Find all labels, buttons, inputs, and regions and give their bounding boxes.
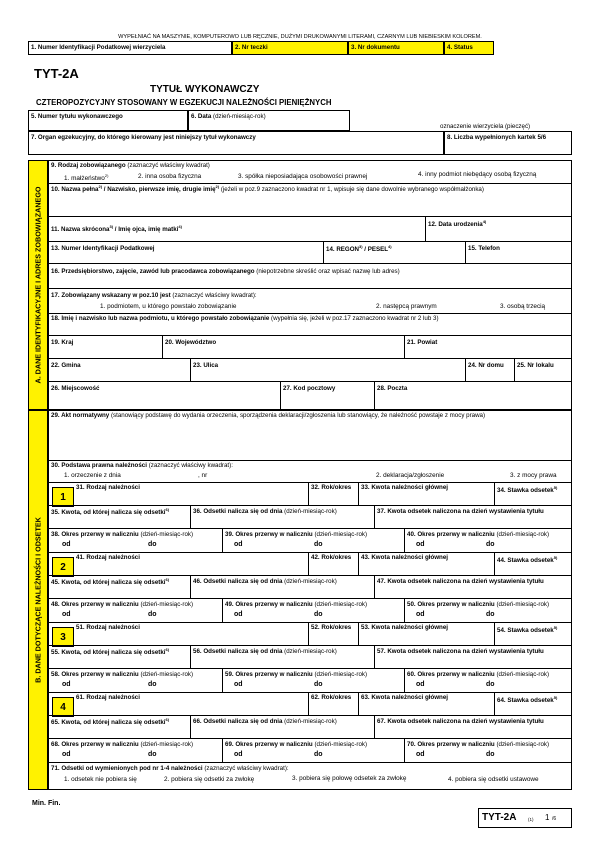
field-30-nr: , nr [198, 472, 208, 479]
field-26-label: 26. Miejscowość [51, 385, 100, 392]
field-7-enforcement-organ[interactable] [28, 131, 444, 155]
group-rok-label: 32. Rok/okres [311, 484, 352, 491]
field-71-option-2[interactable]: 2. pobiera się odsetki za zwłokę [164, 776, 255, 783]
field-2-label: 2. Nr teczki [235, 44, 268, 51]
field-7-label: 7. Organ egzekucyjny, do którego kierowany jest niniejszy tytuł wykonawczy [31, 134, 256, 141]
przerwa-3-do: do [486, 751, 495, 758]
field-3-label: 3. Nr dokumentu [351, 44, 400, 51]
group-number: 2 [52, 557, 74, 577]
field-71-label: 71. Odsetki od wymienionych pod nr 1-4 należności (zaznaczyć właściwy kwadrat): [51, 765, 289, 772]
group-od-kwoty-label: 35. Kwota, od której nalicza się odsetki$^{6)}$ [51, 507, 170, 517]
field-4-label: 4. Status [447, 44, 473, 51]
group-przerwa-3-label: 50. Okres przerwy w naliczniu (dzień-miesiąc-rok) [407, 601, 550, 608]
field-22-label: 22. Gmina [51, 362, 81, 369]
field-3-document[interactable] [348, 41, 444, 55]
field-8-sheet-count[interactable] [444, 131, 572, 155]
field-6-date[interactable] [188, 110, 350, 131]
przerwa-1-od: od [62, 541, 71, 548]
field-30-label: 30. Podstawa prawna należności (zaznaczyć właściwy kwadrat): [51, 462, 233, 469]
przerwa-1-od: od [62, 611, 71, 618]
footer-page: 1 [545, 813, 550, 822]
group-rodzaj-label: 31. Rodzaj należności [76, 484, 140, 491]
group-rok-label: 62. Rok/okres [311, 694, 352, 701]
group-kwota-odsetek-label: 57. Kwota odsetek naliczona na dzień wystawienia tytułu [377, 648, 544, 655]
group-od-kwoty-label: 65. Kwota, od której nalicza się odsetki$^{6)}$ [51, 717, 170, 727]
przerwa-2-do: do [314, 751, 323, 758]
field-30-option-3[interactable]: 3. z mocy prawa [510, 472, 557, 479]
field-21-label: 21. Powiat [407, 339, 438, 346]
field-15-label: 15. Telefon [468, 245, 500, 252]
field-19-label: 19. Kraj [51, 339, 74, 346]
group-od-dnia-label: 36. Odsetki nalicza się od dnia (dzień-miesiąc-rok) [193, 508, 337, 515]
group-stawka-label: 44. Stawka odsetek$^{5)}$ [497, 555, 558, 565]
field-12-label: 12. Data urodzenia$^{4)}$ [428, 219, 487, 229]
group-rodzaj-label: 41. Rodzaj należności [76, 554, 140, 561]
group-number: 3 [52, 627, 74, 647]
group-przerwa-2-label: 69. Okres przerwy w naliczniu (dzień-miesiąc-rok) [225, 741, 368, 748]
field-10-label: 10. Nazwa pełna$^{2)}$ / Nazwisko, pierwsze imię, drugie imię$^{2)}$ (jeżeli w poz.9 zaznaczono kwadrat nr 1, wpisuje się dane dowolnie wybranego współmałżonka) [51, 184, 484, 194]
field-30-option-1[interactable]: 1. orzeczenie z dnia [64, 472, 121, 479]
section-a-side-label [28, 160, 48, 410]
form-title: TYTUŁ WYKONAWCZY [150, 84, 260, 95]
field-5-label: 5. Numer tytułu wykonawczego [31, 113, 123, 120]
field-1-nip[interactable] [28, 41, 232, 55]
group-od-kwoty-label: 55. Kwota, od której nalicza się odsetki$^{6)}$ [51, 647, 170, 657]
przerwa-2-do: do [314, 681, 323, 688]
field-27-label: 27. Kod pocztowy [283, 385, 336, 392]
form-subtitle: CZTEROPOZYCYJNY STOSOWANY W EGZEKUCJI NALEŻNOŚCI PIENIĘŻNYCH [36, 98, 332, 107]
group-przerwa-3-label: 60. Okres przerwy w naliczniu (dzień-miesiąc-rok) [407, 671, 550, 678]
field-17-option-2[interactable]: 2. następcą prawnym [376, 303, 437, 310]
field-9-option-4[interactable]: 4. inny podmiot niebędący osobą fizyczną [418, 171, 537, 178]
field-29-label: 29. Akt normatywny (stanowiący podstawę do wydania orzeczenia, sporządzenia deklaracji/zgłoszenia lub stanowiący, że należność powstaje z mocy prawa) [51, 412, 486, 419]
group-przerwa-2-label: 59. Okres przerwy w naliczniu (dzień-miesiąc-rok) [225, 671, 368, 678]
group-number: 1 [52, 487, 74, 507]
przerwa-1-do: do [148, 681, 157, 688]
footer-version: (1) [528, 817, 534, 822]
group-od-dnia-label: 66. Odsetki nalicza się od dnia (dzień-miesiąc-rok) [193, 718, 337, 725]
field-20-label: 20. Województwo [165, 339, 217, 346]
group-od-dnia-label: 56. Odsetki nalicza się od dnia (dzień-miesiąc-rok) [193, 648, 337, 655]
field-14-label: 14. REGON$^{3)}$ / PESEL$^{4)}$ [326, 244, 392, 254]
group-przerwa-3-label: 40. Okres przerwy w naliczniu (dzień-miesiąc-rok) [407, 531, 550, 538]
group-stawka-label: 34. Stawka odsetek$^{5)}$ [497, 485, 558, 495]
group-number: 4 [52, 697, 74, 717]
field-13-label: 13. Numer Identyfikacji Podatkowej [51, 245, 155, 252]
field-1-label: 1. Numer Identyfikacji Podatkowej wierzyciela [31, 44, 166, 51]
field-9-option-2[interactable]: 2. inna osoba fizyczna [138, 173, 202, 180]
instruction-text: WYPEŁNIAĆ NA MASZYNIE, KOMPUTEROWO LUB RĘCZNIE, DUŻYMI DRUKOWANYMI LITERAMI, CZARNYM LUB NIEBIESKIM KOLOREM. [118, 34, 482, 40]
form-code: TYT-2A [34, 66, 79, 81]
przerwa-2-od: od [234, 751, 243, 758]
group-od-dnia-label: 46. Odsetki nalicza się od dnia (dzień-miesiąc-rok) [193, 578, 337, 585]
field-6-label: 6. Data [191, 113, 212, 120]
przerwa-2-od: od [234, 611, 243, 618]
ministry-label: Min. Fin. [32, 800, 61, 807]
field-4-status[interactable] [444, 41, 494, 55]
przerwa-3-od: od [416, 611, 425, 618]
section-a-title: A. DANE IDENTYFIKACYJNE I ADRES ZOBOWIĄZANEGO [33, 186, 43, 384]
przerwa-3-od: od [416, 681, 425, 688]
group-kwota-label: 53. Kwota należności głównej [361, 624, 448, 631]
field-28-label: 28. Poczta [377, 385, 408, 392]
field-16-label: 16. Przedsiębiorstwo, zajęcie, zawód lub pracodawca zobowiązanego (niepotrzebne skreślić oraz wpisać nazwę lub adres) [51, 268, 400, 275]
field-2-folder[interactable] [232, 41, 348, 55]
przerwa-2-do: do [314, 541, 323, 548]
field-17-option-3[interactable]: 3. osobą trzecią [500, 303, 546, 310]
group-przerwa-3-label: 70. Okres przerwy w naliczniu (dzień-miesiąc-rok) [407, 741, 550, 748]
field-18-label: 18. Imię i nazwisko lub nazwa podmiotu, u którego powstało zobowiązanie (wypełnia się, jeżeli w poz.17 zaznaczono kwadrat nr 2 lub 3) [51, 315, 439, 322]
field-9-option-1[interactable]: 1. małżeństwo$^{2)}$ [64, 173, 109, 183]
group-przerwa-1-label: 68. Okres przerwy w naliczniu (dzień-miesiąc-rok) [51, 741, 194, 748]
field-5-title-number[interactable] [28, 110, 188, 131]
group-kwota-label: 43. Kwota należności głównej [361, 554, 448, 561]
przerwa-2-od: od [234, 541, 243, 548]
field-17-option-1[interactable]: 1. podmiotem, u którego powstało zobowiązanie [100, 303, 237, 310]
section-b-title: B. DANE DOTYCZĄCE NALEŻNOŚCI I ODSETEK [33, 517, 43, 683]
group-przerwa-2-label: 49. Okres przerwy w naliczniu (dzień-miesiąc-rok) [225, 601, 368, 608]
field-10-input[interactable] [48, 194, 572, 216]
field-30-option-2[interactable]: 2. deklaracja/zgłoszenie [376, 472, 445, 479]
field-71-option-1[interactable]: 1. odsetek nie pobiera się [64, 776, 137, 783]
przerwa-3-od: od [416, 541, 425, 548]
footer-code-box [478, 808, 572, 828]
field-9-option-3[interactable]: 3. spółka nieposiadająca osobowości prawnej [238, 173, 368, 180]
group-stawka-label: 64. Stawka odsetek$^{5)}$ [497, 695, 558, 705]
group-kwota-label: 63. Kwota należności głównej [361, 694, 448, 701]
footer-pages: /6 [552, 816, 557, 822]
przerwa-1-do: do [148, 541, 157, 548]
group-kwota-label: 33. Kwota należności głównej [361, 484, 448, 491]
group-rok-label: 52. Rok/okres [311, 624, 352, 631]
group-rok-label: 42. Rok/okres [311, 554, 352, 561]
przerwa-2-do: do [314, 611, 323, 618]
przerwa-3-do: do [486, 611, 495, 618]
przerwa-1-do: do [148, 751, 157, 758]
creditor-stamp-label: oznaczenie wierzyciela (pieczęć) [440, 123, 531, 130]
group-rodzaj-label: 51. Rodzaj należności [76, 624, 140, 631]
field-9-label: 9. Rodzaj zobowiązanego (zaznaczyć właściwy kwadrat) [51, 162, 210, 169]
group-przerwa-1-label: 48. Okres przerwy w naliczniu (dzień-miesiąc-rok) [51, 601, 194, 608]
field-11-label: 11. Nazwa skrócona$^{3)}$ / Imię ojca, imię matki$^{4)}$ [51, 224, 182, 234]
group-rodzaj-label: 61. Rodzaj należności [76, 694, 140, 701]
group-stawka-label: 54. Stawka odsetek$^{5)}$ [497, 625, 558, 635]
field-71-option-4[interactable]: 4. pobiera się odsetki ustawowe [448, 776, 539, 783]
field-6-hint: (dzień-miesiąc-rok) [213, 113, 266, 120]
field-17-label: 17. Zobowiązany wskazany w poz.10 jest (zaznaczyć właściwy kwadrat): [51, 292, 257, 299]
przerwa-3-od: od [416, 751, 425, 758]
group-przerwa-1-label: 38. Okres przerwy w naliczniu (dzień-miesiąc-rok) [51, 531, 194, 538]
section-b-side-label [28, 410, 48, 790]
przerwa-1-od: od [62, 681, 71, 688]
group-przerwa-1-label: 58. Okres przerwy w naliczniu (dzień-miesiąc-rok) [51, 671, 194, 678]
przerwa-2-od: od [234, 681, 243, 688]
group-kwota-odsetek-label: 47. Kwota odsetek naliczona na dzień wystawienia tytułu [377, 578, 544, 585]
group-przerwa-2-label: 39. Okres przerwy w naliczniu (dzień-miesiąc-rok) [225, 531, 368, 538]
field-25-label: 25. Nr lokalu [517, 362, 554, 369]
group-od-kwoty-label: 45. Kwota, od której nalicza się odsetki$^{6)}$ [51, 577, 170, 587]
przerwa-3-do: do [486, 541, 495, 548]
przerwa-1-od: od [62, 751, 71, 758]
footer-code: TYT-2A [482, 812, 517, 823]
field-8-label: 8. Liczba wypełnionych kartek 5/6 [447, 134, 547, 141]
przerwa-3-do: do [486, 681, 495, 688]
field-24-label: 24. Nr domu [468, 362, 504, 369]
group-kwota-odsetek-label: 37. Kwota odsetek naliczona na dzień wystawienia tytułu [377, 508, 544, 515]
field-71-option-3[interactable]: 3. pobiera się połowę odsetek za zwłokę [292, 775, 407, 782]
group-kwota-odsetek-label: 67. Kwota odsetek naliczona na dzień wystawienia tytułu [377, 718, 544, 725]
field-23-label: 23. Ulica [193, 362, 219, 369]
przerwa-1-do: do [148, 611, 157, 618]
